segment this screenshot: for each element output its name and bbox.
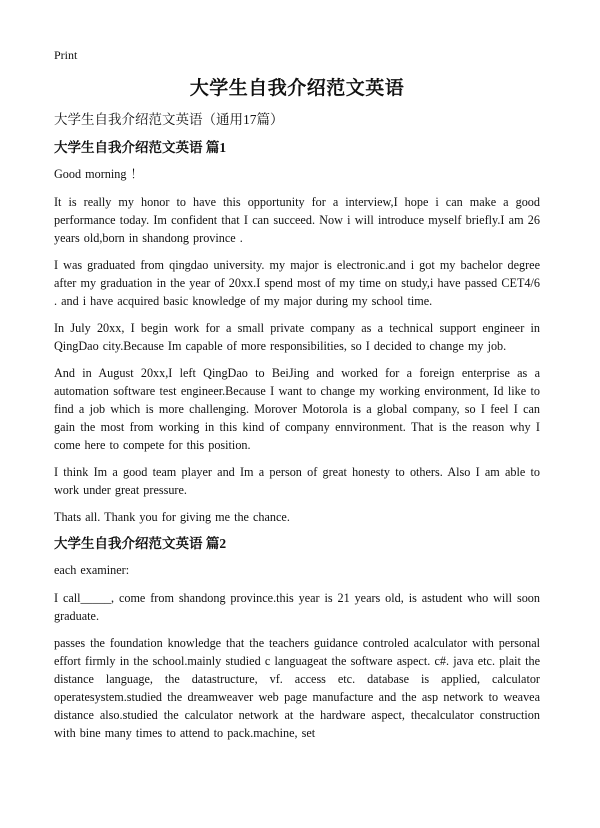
paragraph: I think Im a good team player and Im a person of great honesty to others. Also I am able to work under great pressure.: [54, 465, 540, 497]
section-heading: 大学生自我介绍范文英语 篇1: [54, 140, 227, 155]
paragraph: It is really my honor to have this opportunity for a interview,I hope i can make a good performance today. Im confident that I can succeed. Now i will introduce myself briefly.I am 26 years old,born in shandong province .: [54, 195, 540, 245]
document-title: 大学生自我介绍范文英语: [189, 77, 405, 99]
paragraph: And in August 20xx,I left QingDao to BeiJing and worked for a foreign enterprise as a automation software test engineer.Because I want to change my working environment, Id like to find a job which is more challenging. Morover Motorola is a global company, so I feel I can gain the most from working in this kind of company ennvironment. That is the reason why I come here to compete for this position.: [54, 366, 540, 452]
section-2: [54, 535, 540, 742]
paragraph: Good morning ！: [54, 167, 143, 181]
paragraph: each examiner:: [54, 563, 130, 577]
paragraph: I was graduated from qingdao university. my major is electronic.and i got my bachelor degree after my graduation in the year of 20xx.I spend most of my time on study,i have passed CET4/6 . and i have acquired basic knowledge of my major during my school time.: [54, 258, 540, 308]
paragraph: passes the foundation knowledge that the teachers guidance controled acalculator with personal effort firmly in the school.mainly studied c languageat the software aspect. c#. java etc. plait the distance language, the datastructure, vf. access etc. database is applied, calculator operatesystem.studied the dreamweaver web page manufacture and the asp network to weavea distance also.studied the calculator network at the hardware aspect, thecalculator construction with bine many times to attend to pack.machine, set: [54, 636, 540, 740]
paragraph: I call_____, come from shandong province.this year is 21 years old, is astudent who will soon graduate.: [54, 591, 540, 623]
paragraph: In July 20xx, I begin work for a small private company as a technical support engineer in QingDao city.Because Im capable of more responsibilities, so I decided to change my job.: [54, 321, 540, 353]
document-subtitle: 大学生自我介绍范文英语（通用17篇）: [54, 112, 284, 127]
section-1: [54, 139, 540, 526]
paragraph: Thats all. Thank you for giving me the chance.: [54, 510, 290, 524]
print-label[interactable]: Print: [54, 48, 78, 62]
section-heading: 大学生自我介绍范文英语 篇2: [54, 536, 227, 551]
